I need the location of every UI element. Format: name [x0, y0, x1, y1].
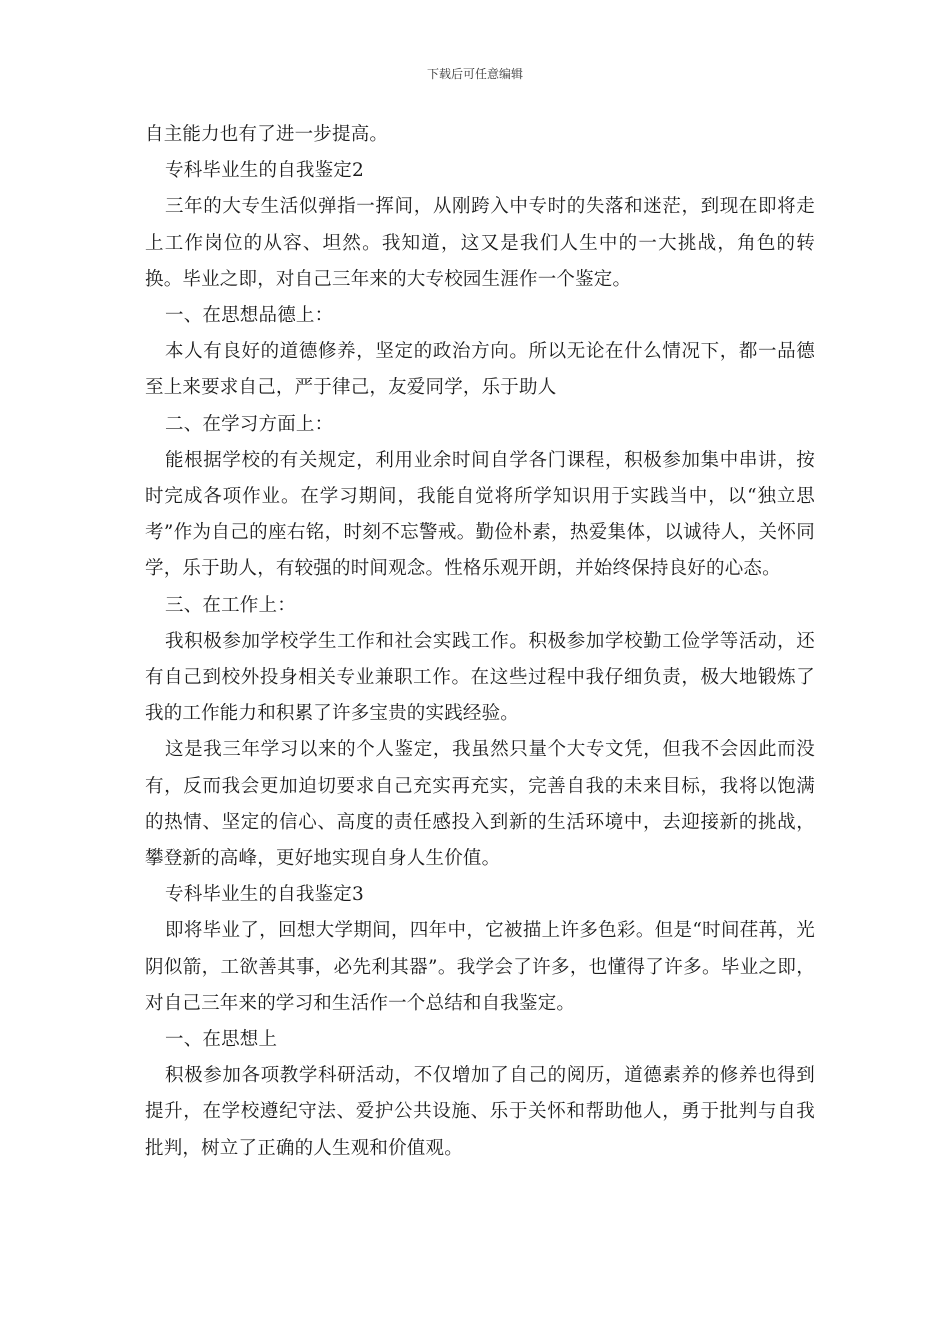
paragraph: 这是我三年学习以来的个人鉴定，我虽然只量个大专文凭，但我不会因此而没有，反而我会更加迫切要求自己充实再充实，完善自我的未来目标，我将以饱满的热情、坚定的信心、高度的责任感投入到新的生活环境中，去迎接新的挑战，攀登新的高峰，更好地实现自身人生价值。 [145, 739, 815, 870]
section-heading: 专科毕业生的自我鉴定2 [165, 160, 364, 182]
subsection-heading: 一、在思想品德上： [165, 305, 334, 327]
paragraph: 能根据学校的有关规定，利用业余时间自学各门课程，积极参加集中串讲，按时完成各项作业。在学习期间，我能自觉将所学知识用于实践当中，以“独立思考”作为自己的座右铭，时刻不忘警戒。勤俭朴素，热爱集体，以诚待人，关怀同学，乐于助人，有较强的时间观念。性格乐观开朗，并始终保持良好的心态。 [145, 449, 815, 580]
paragraph: 三年的大专生活似弹指一挥间，从刚跨入中专时的失落和迷茫，到现在即将走上工作岗位的从容、坦然。我知道，这又是我们人生中的一大挑战，角色的转换。毕业之即，对自己三年来的大专校园生涯作一个鉴定。 [145, 196, 815, 290]
paragraph: 自主能力也有了进一步提高。 [145, 124, 389, 145]
page-header: 下载后可任意编辑 [426, 67, 523, 81]
paragraph: 本人有良好的道德修养，坚定的政治方向。所以无论在什么情况下，都一品德至上来要求自己，严于律己，友爱同学，乐于助人 [145, 341, 815, 399]
section-heading: 专科毕业生的自我鉴定3 [165, 884, 364, 906]
paragraph: 积极参加各项教学科研活动，不仅增加了自己的阅历，道德素养的修养也得到提升，在学校遵纪守法、爱护公共设施、乐于关怀和帮助他人，勇于批判与自我批判，树立了正确的人生观和价值观。 [145, 1065, 815, 1159]
paragraph: 即将毕业了，回想大学期间，四年中，它被描上许多色彩。但是“时间荏苒，光阴似箭，工欲善其事，必先利其器”。我学会了许多，也懂得了许多。毕业之即，对自己三年来的学习和生活作一个总结和自我鉴定。 [145, 920, 815, 1014]
paragraph: 我积极参加学校学生工作和社会实践工作。积极参加学校勤工俭学等活动，还有自己到校外投身相关专业兼职工作。在这些过程中我仔细负责，极大地锻炼了我的工作能力和积累了许多宝贵的实践经验。 [145, 630, 815, 725]
subsection-heading: 三、在工作上： [165, 594, 296, 616]
subsection-heading: 一、在思想上 [165, 1029, 278, 1051]
subsection-heading: 二、在学习方面上： [165, 413, 334, 435]
document-body [145, 117, 815, 1167]
